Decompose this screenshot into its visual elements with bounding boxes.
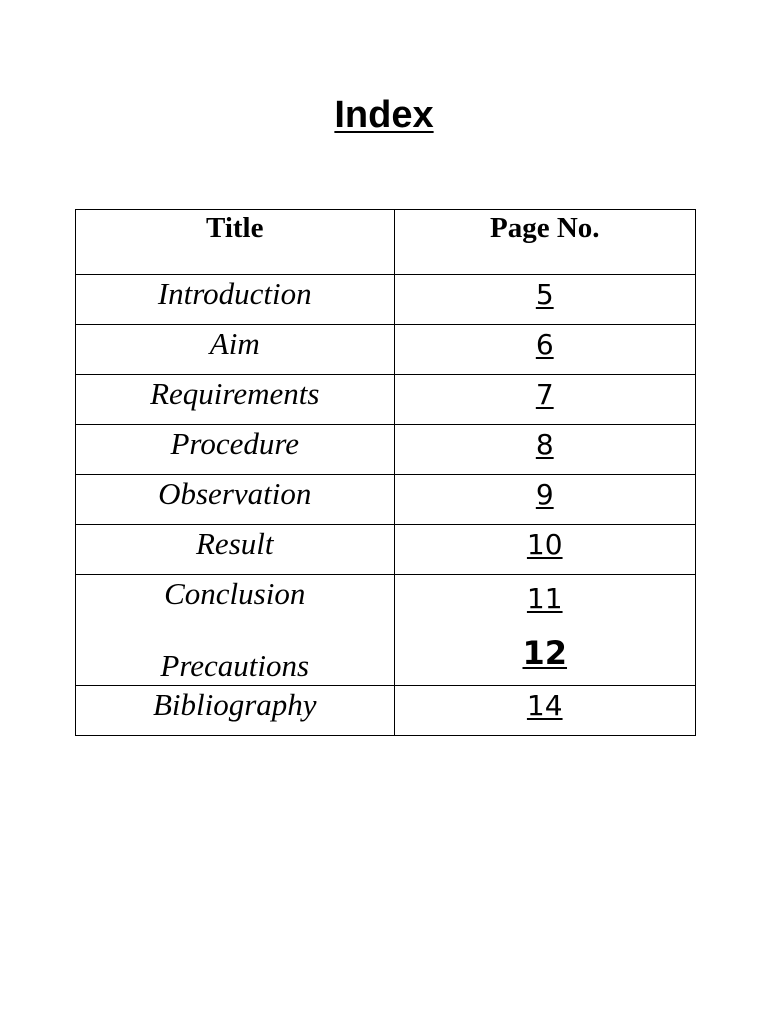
row-title: Observation [76,475,395,525]
row-page [394,686,696,736]
row-page [394,275,696,325]
row-page [394,525,696,575]
table-row [76,275,696,325]
row-title: Conclusion [164,576,306,611]
row-page-number: 8 [535,428,554,461]
row-title: Procedure [76,425,395,475]
row-page-number: 10 [526,528,563,561]
row-page-number: 6 [535,328,554,361]
table-row [76,375,696,425]
row-page-stack [394,575,696,686]
page-title: Index [334,94,434,136]
table-row [76,686,696,736]
header-title: Title [76,210,395,275]
header-page-no: Page No. [394,210,696,275]
row-title: Aim [76,325,395,375]
row-page [394,475,696,525]
row-page-number: 12 [522,634,568,672]
table-row [76,325,696,375]
row-page-number: 7 [535,378,554,411]
row-page-number: 5 [535,278,554,311]
index-table [75,209,696,736]
row-title: Result [76,525,395,575]
row-title: Requirements [76,375,395,425]
table-row [76,475,696,525]
row-title-stack [76,575,395,686]
table-row-merged [76,575,696,686]
row-page-number: 11 [526,582,563,615]
row-page [394,375,696,425]
row-page-number: 9 [535,478,554,511]
row-page [394,325,696,375]
row-page [394,425,696,475]
table-row [76,525,696,575]
row-title: Precautions [160,648,310,683]
table-header-row [76,210,696,275]
row-title: Introduction [76,275,395,325]
row-title: Bibliography [76,686,395,736]
table-row [76,425,696,475]
row-page-number: 14 [526,689,563,722]
